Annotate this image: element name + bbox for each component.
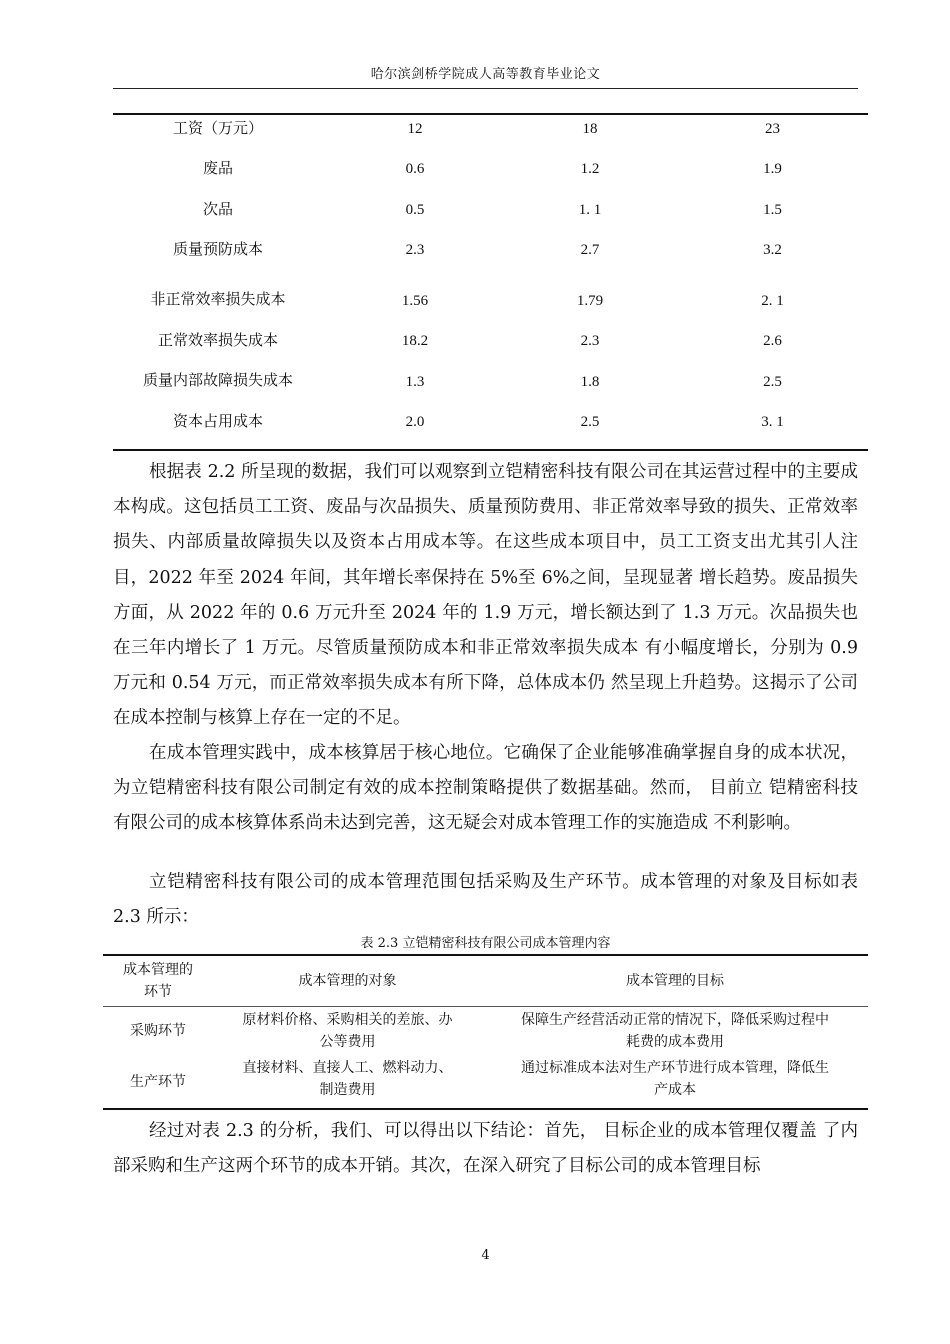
table-bottom-rule: [113, 449, 868, 451]
row-label: 质量内部故障损失成本: [142, 371, 293, 389]
row-goal: 保障生产经营活动正常的情况下，降低采购过程中 耗费的成本费用: [521, 1012, 829, 1050]
header-cell-object: 成本管理的对象: [298, 973, 397, 989]
header-rule: [113, 88, 858, 89]
cell-value: 1.2: [580, 161, 600, 177]
table-header-rule: [103, 1006, 868, 1007]
row-object: 原材料价格、采购相关的差旅、办 公等费用: [242, 1012, 453, 1050]
page-header-title: 哈尔滨剑桥学院成人高等教育毕业论文: [370, 67, 601, 82]
cell-value: 2. 1: [761, 293, 784, 309]
cell-value: 18.2: [401, 333, 429, 349]
row-stage: 生产环节: [130, 1074, 186, 1090]
cell-value: 1.5: [763, 202, 782, 218]
cell-value: 2.7: [580, 242, 600, 258]
table-caption: 表 2.3 立铠精密科技有限公司成本管理内容: [360, 936, 611, 951]
cell-value: 0.6: [405, 161, 425, 177]
row-label: 质量预防成本: [172, 240, 263, 258]
cell-value: 1.9: [763, 161, 782, 177]
body-paragraph: 根据表 2.2 所呈现的数据，我们可以观察到立铠精密科技有限公司在其运营过程中的主要成本构成。这包括员工工资、废品与次品损失、质量预防费用、非正常效率导致的损失、正常效率损失、内部质量故障损失以及资本占用成本等。在这些成本项目中，员工工资支出尤其引人注目，2022 年至 2024 年间，其年增长率保持在 5%至 6%之间，呈现显著 增长趋势。废品损失方面，从 2022 年的 0.6 万元升至 2024 年的 1.9 万元，增长额达到了 1.3 万元。次品损失也在三年内增长了 1 万元。尽管质量预防成本和非正常效率损失成本 有小幅度增长，分别为 0.9 万元和 0.54 万元，而正常效率损失成本有所下降，总体成本仍 然呈现上升趋势。这揭示了公司在成本控制与核算上存在一定的不足。: [113, 462, 858, 729]
cell-value: 12: [407, 121, 423, 137]
cell-value: 0.5: [405, 202, 425, 218]
cell-value: 2.3: [405, 242, 425, 258]
row-label: 次品: [202, 200, 233, 218]
table-bottom-rule: [103, 1108, 868, 1110]
cell-value: 2.5: [763, 374, 782, 390]
header-cell-stage: 成本管理的 环节: [123, 962, 193, 1000]
row-stage: 采购环节: [130, 1023, 186, 1039]
body-paragraph: 经过对表 2.3 的分析，我们、可以得出以下结论：首先， 目标企业的成本管理仅覆盖 了内部采购和生产这两个环节的成本开销。其次，在深入研究了目标公司的成本管理目标: [113, 1121, 858, 1177]
cell-value: 2.0: [405, 414, 425, 430]
table-top-rule: [113, 113, 868, 115]
cell-value: 23: [765, 121, 780, 137]
cell-value: 1.79: [576, 293, 604, 309]
cell-value: 1.56: [401, 293, 429, 309]
row-label: 正常效率损失成本: [157, 331, 278, 349]
cell-value: 18: [582, 121, 598, 137]
body-paragraph: 在成本管理实践中，成本核算居于核心地位。它确保了企业能够准确掌握自身的成本状况，为立铠精密科技有限公司制定有效的成本控制策略提供了数据基础。然而， 目前立 铠精密科技有限公司的成本核算体系尚未达到完善，这无疑会对成本管理工作的实施造成 不利影响。: [113, 743, 858, 834]
row-label: 废品: [202, 159, 233, 177]
cell-value: 1.3: [405, 374, 425, 390]
table-top-rule: [103, 954, 868, 956]
header-cell-goal: 成本管理的目标: [626, 973, 724, 989]
cell-value: 2.6: [763, 333, 782, 349]
row-label: 资本占用成本: [172, 412, 263, 430]
page-number: 4: [481, 1248, 490, 1263]
row-label: 非正常效率损失成本: [150, 290, 286, 308]
cell-value: 3. 1: [761, 414, 784, 430]
cell-value: 3.2: [763, 242, 782, 258]
row-goal: 通过标准成本法对生产环节进行成本管理，降低生 产成本: [521, 1060, 829, 1098]
cell-value: 1. 1: [578, 202, 602, 218]
cell-value: 2.5: [580, 414, 600, 430]
row-object: 直接材料、直接人工、燃料动力、 制造费用: [242, 1060, 453, 1098]
row-label: 工资（万元）: [172, 119, 263, 137]
cell-value: 2.3: [580, 333, 600, 349]
body-paragraph: 立铠精密科技有限公司的成本管理范围包括采购及生产环节。成本管理的对象及目标如表 2.3 所示：: [113, 872, 858, 928]
cell-value: 1.8: [580, 374, 600, 390]
